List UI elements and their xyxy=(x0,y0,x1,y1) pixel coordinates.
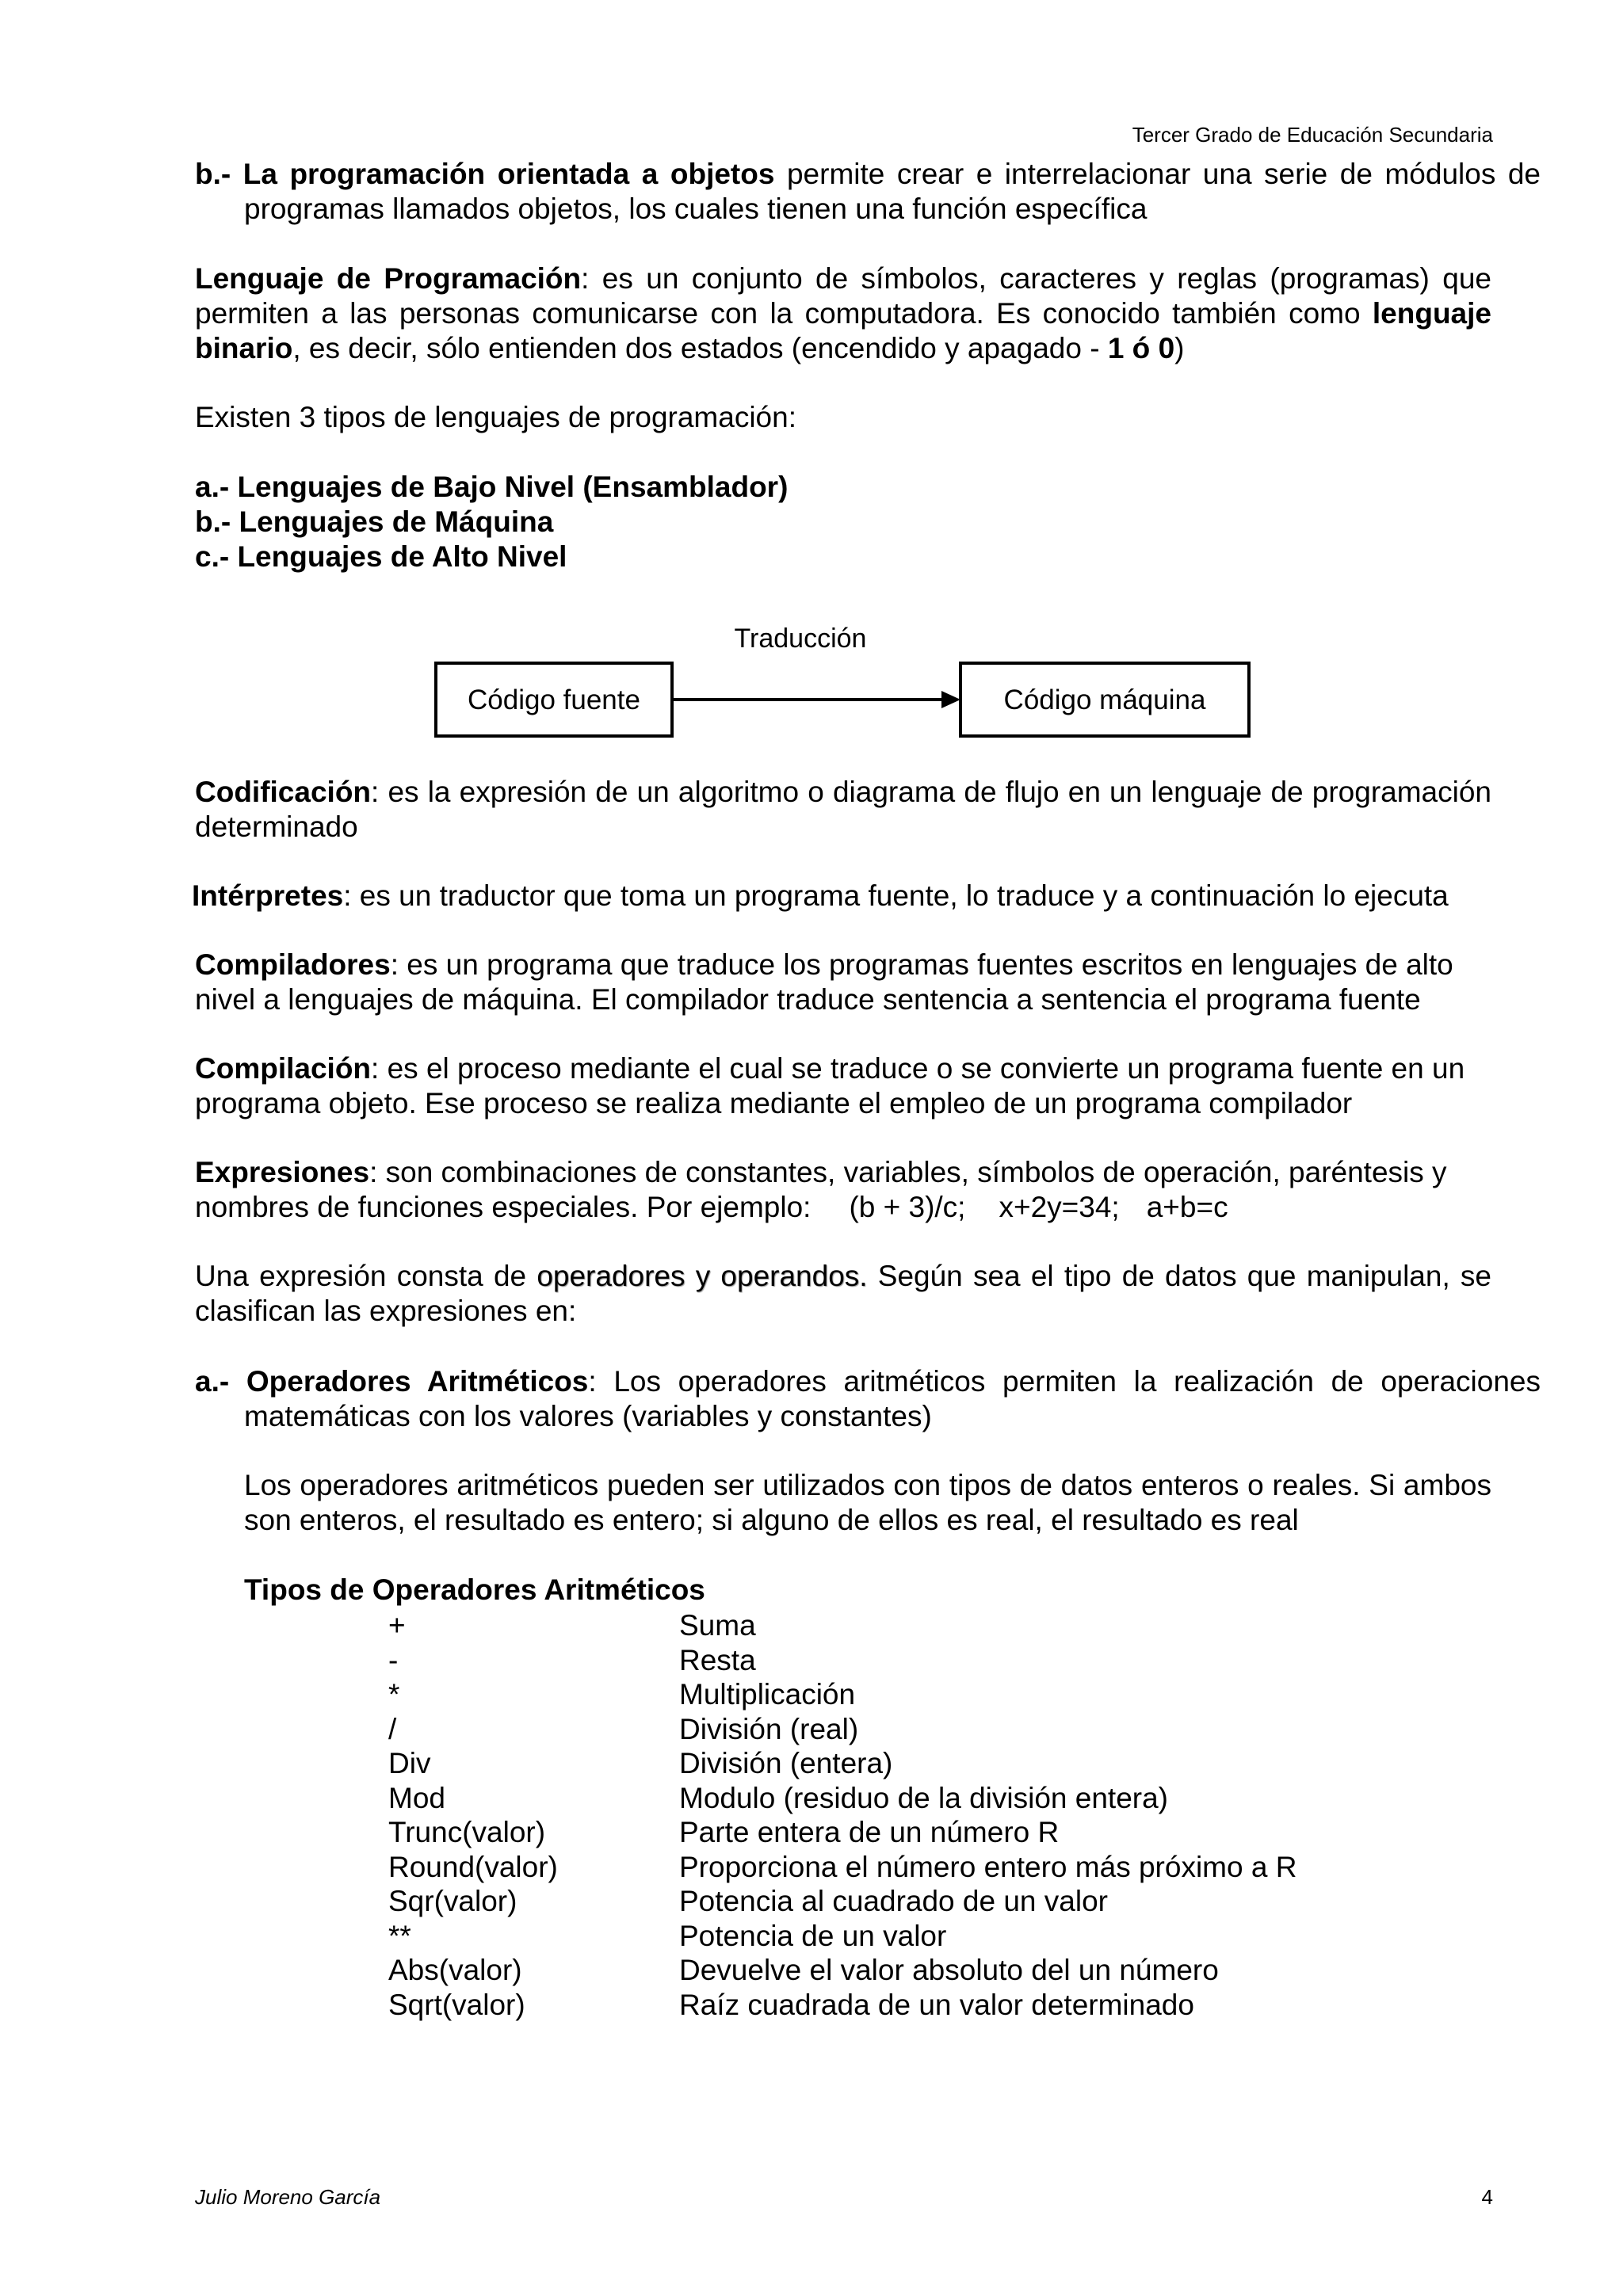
operator-symbol: Div xyxy=(388,1747,431,1779)
operator-row xyxy=(0,1677,1623,1712)
codificacion-text: : es la expresión de un algoritmo o diagrama de flujo en un lenguaje de programación determinado xyxy=(195,776,1491,843)
operator-symbol: ** xyxy=(388,1919,411,1952)
operator-row xyxy=(0,1953,1623,1988)
expresion-example: a+b=c xyxy=(1146,1191,1228,1223)
page-number: 4 xyxy=(1481,2185,1493,2209)
footer-author: Julio Moreno García xyxy=(195,2185,381,2209)
codificacion-term: Codificación xyxy=(195,776,372,808)
operator-row xyxy=(0,1643,1623,1678)
aritmeticos-paragraph xyxy=(195,1364,1541,1434)
lenguaje-text-2: , es decir, sólo entienden dos estados (encendido y apagado - xyxy=(292,332,1108,364)
operator-description: Suma xyxy=(679,1609,756,1642)
operator-symbol: Abs(valor) xyxy=(388,1954,522,1986)
operator-description: Potencia al cuadrado de un valor xyxy=(679,1885,1108,1917)
operator-symbol: + xyxy=(388,1609,406,1642)
operator-description: Resta xyxy=(679,1643,756,1676)
operator-description: Proporciona el número entero más próximo a R xyxy=(679,1850,1297,1883)
interpretes-text: : es un traductor que toma un programa fuente, lo traduce y a continuación lo ejecuta xyxy=(343,879,1449,912)
operator-row xyxy=(0,1815,1623,1850)
operator-symbol: / xyxy=(388,1712,397,1745)
operator-symbol: Round(valor) xyxy=(388,1850,558,1883)
operator-description: Raíz cuadrada de un valor determinado xyxy=(679,1988,1194,2021)
codificacion-paragraph xyxy=(195,775,1491,845)
lenguaje-states: 1 ó 0 xyxy=(1107,332,1175,364)
operator-row xyxy=(0,1884,1623,1919)
expresion-example: x+2y=34; xyxy=(999,1191,1120,1223)
operator-row xyxy=(0,1850,1623,1885)
expresiones-term: Expresiones xyxy=(195,1156,370,1188)
interpretes-paragraph xyxy=(192,879,1507,913)
interpretes-term: Intérpretes xyxy=(192,879,344,912)
operator-description: Modulo (residuo de la división entera) xyxy=(679,1781,1169,1814)
operator-symbol: Sqr(valor) xyxy=(388,1885,517,1917)
compiladores-text: : es un programa que traduce los programas fuentes escritos en lenguajes de alto nivel a lenguajes de máquina. El compilador traduce sentencia a sentencia el programa fuente xyxy=(195,948,1453,1016)
operator-row xyxy=(0,1781,1623,1816)
oop-marker: b.- xyxy=(195,158,231,190)
operator-row xyxy=(0,1988,1623,2023)
expresion-consta-paragraph xyxy=(195,1259,1491,1329)
translation-diagram xyxy=(428,618,1252,745)
aritmeticos-marker: a.- xyxy=(195,1365,230,1398)
compilacion-paragraph xyxy=(195,1051,1491,1121)
diagram-label: Traducción xyxy=(734,624,867,654)
operator-description: División (real) xyxy=(679,1712,859,1745)
tipo-item: c.- Lenguajes de Alto Nivel xyxy=(195,540,567,573)
oop-paragraph xyxy=(195,157,1541,227)
operator-row xyxy=(0,1746,1623,1781)
operator-description: Potencia de un valor xyxy=(679,1919,947,1952)
lenguaje-binario: lenguaje binario xyxy=(195,297,1491,364)
lenguaje-text-1: : es un conjunto de símbolos, caracteres y reglas (programas) que permiten a las personas comunicarse con la computadora. Es conocido también como xyxy=(195,262,1491,330)
target-box-label: Código máquina xyxy=(1003,685,1206,715)
expresion-consta-text-1: Una expresión consta de xyxy=(195,1260,537,1292)
operator-symbol: Sqrt(valor) xyxy=(388,1988,525,2021)
operator-description: Multiplicación xyxy=(679,1678,856,1711)
expresiones-text: : son combinaciones de constantes, variables, símbolos de operación, paréntesis y nombres de funciones especiales. Por ejemplo: xyxy=(195,1156,1447,1223)
expresion-consta-text-2: Según sea el tipo de datos que manipulan, se clasifican las expresiones en: xyxy=(195,1260,1492,1327)
compiladores-term: Compiladores xyxy=(195,948,391,981)
aritmeticos-term: Operadores Aritméticos xyxy=(246,1365,589,1398)
compiladores-paragraph xyxy=(195,948,1491,1017)
operator-row xyxy=(0,1608,1623,1643)
lenguaje-text-3: ) xyxy=(1174,332,1185,364)
operator-symbol: * xyxy=(388,1678,400,1711)
operator-description: Devuelve el valor absoluto del un número xyxy=(679,1954,1219,1986)
operator-row xyxy=(0,1712,1623,1747)
compilacion-text: : es el proceso mediante el cual se traduce o se convierte un programa fuente en un programa objeto. Ese proceso se realiza mediante el empleo de un programa compilador xyxy=(195,1052,1465,1119)
expresiones-paragraph xyxy=(195,1155,1491,1225)
arrow-head xyxy=(941,691,960,708)
page-header: Tercer Grado de Educación Secundaria xyxy=(1132,123,1493,147)
operator-description: División (entera) xyxy=(679,1747,893,1779)
tipo-item: b.- Lenguajes de Máquina xyxy=(195,505,554,538)
operadores-operandos: operadores y operandos. xyxy=(537,1260,868,1292)
tipo-item: a.- Lenguajes de Bajo Nivel (Ensamblador) xyxy=(195,471,789,503)
oop-term: La programación orientada a objetos xyxy=(242,158,775,190)
aritmeticos-note: Los operadores aritméticos pueden ser utilizados con tipos de datos enteros o reales. Si ambos son enteros, el resultado es entero; si alguno de ellos es real, el resultado es real xyxy=(244,1469,1491,1536)
operators-table-title: Tipos de Operadores Aritméticos xyxy=(244,1573,705,1606)
compilacion-term: Compilación xyxy=(195,1052,372,1085)
operator-description: Parte entera de un número R xyxy=(679,1816,1060,1848)
expresion-example: (b + 3)/c; xyxy=(849,1191,966,1223)
operator-row xyxy=(0,1919,1623,1954)
aritmeticos-text: : Los operadores aritméticos permiten la realización de operaciones matemáticas con los valores (variables y constantes) xyxy=(244,1365,1541,1432)
lenguaje-term: Lenguaje de Programación xyxy=(195,262,582,295)
operator-symbol: - xyxy=(388,1643,399,1676)
operator-symbol: Mod xyxy=(388,1781,445,1814)
oop-text: permite crear e interrelacionar una serie de módulos de programas llamados objetos, los cuales tienen una función específica xyxy=(244,158,1541,225)
lenguaje-paragraph xyxy=(195,261,1491,366)
operator-symbol: Trunc(valor) xyxy=(388,1816,546,1848)
tipos-intro: Existen 3 tipos de lenguajes de programación: xyxy=(195,401,796,433)
source-box-label: Código fuente xyxy=(468,685,640,715)
